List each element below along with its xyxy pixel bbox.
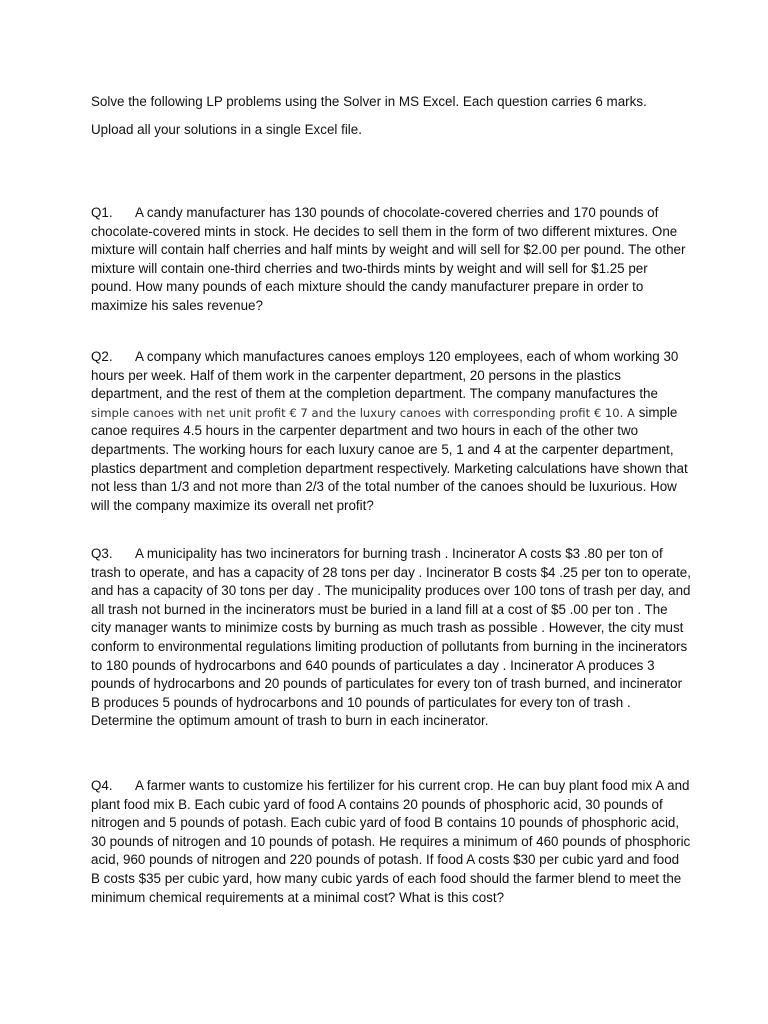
instruction-line-2: Upload all your solutions in a single Excel file. (91, 122, 362, 137)
question-1 (91, 204, 691, 316)
question-2-text-part1: A company which manufactures canoes employs 120 employees, each of whom working 30 hours per week. Half of them work in the carpenter department, 20 persons in the plastics department, and the rest of them at the completion department. The company manufactures the (91, 349, 679, 402)
question-4 (91, 777, 691, 907)
instruction-line-1: Solve the following LP problems using the Solver in MS Excel. Each question carries 6 marks. (91, 94, 647, 109)
question-1-label: Q1. (91, 205, 113, 220)
question-2-text-part2: simple canoes with net unit profit € 7 and the luxury canoes with corresponding profit € 10. A (91, 405, 635, 420)
question-2 (91, 348, 691, 515)
question-2-label: Q2. (91, 349, 113, 364)
question-4-text: A farmer wants to customize his fertilizer for his current crop. He can buy plant food mix A and plant food mix B. Each cubic yard of food A contains 20 pounds of phosphoric acid, 30 pounds of nitrogen and 5 pounds of potash. Each cubic yard of food B contains 10 pounds of phosphoric acid, 30 pounds of nitrogen and 10 pounds of potash. He requires a minimum of 460 pounds of phosphoric acid, 960 pounds of nitrogen and 220 pounds of potash. If food A costs $30 per cubic yard and food B costs $35 per cubic yard, how many cubic yards of each food should the farmer blend to meet the minimum chemical requirements at a minimal cost? What is this cost? (91, 778, 691, 905)
question-3-text: A municipality has two incinerators for burning trash . Incinerator A costs $3 .80 per ton of trash to operate, and has a capacity of 28 tons per day . Incinerator B costs $4 .25 per ton to operate, and has a capacity of 30 tons per day . The municipality produces over 100 tons of trash per day, and all trash not burned in the incinerators must be buried in a land fill at a cost of $5 .00 per ton . The city manager wants to minimize costs by burning as much trash as possible . However, the city must conform to environmental regulations limiting production of pollutants from burning in the incinerators to 180 pounds of hydrocarbons and 640 pounds of particulates a day . Incinerator A produces 3 pounds of hydrocarbons and 20 pounds of particulates for every ton of trash burned, and incinerator B produces 5 pounds of hydrocarbons and 10 pounds of particulates for every ton of trash . Determine the optimum amount of trash to burn in each incinerator. (91, 546, 691, 729)
question-3-label: Q3. (91, 546, 113, 561)
question-4-label: Q4. (91, 778, 113, 793)
question-1-text: A candy manufacturer has 130 pounds of chocolate-covered cherries and 170 pounds of chocolate-covered mints in stock. He decides to sell them in the form of two different mixtures. One mixture will contain half cherries and half mints by weight and will sell for $2.00 per pound. The other mixture will contain one-third cherries and two-thirds mints by weight and will sell for $1.25 per pound. How many pounds of each mixture should the candy manufacturer prepare in order to maximize his sales revenue? (91, 205, 686, 313)
question-2-text-part3: simple canoe requires 4.5 hours in the carpenter department and two hours in each of the other two departments. The working hours for each luxury canoe are 5, 1 and 4 at the carpenter department, plastics department and completion department respectively. Marketing calculations have shown that not less than 1/3 and not more than 2/3 of the total number of the canoes should be luxurious. How will the company maximize its overall net profit? (91, 404, 688, 513)
question-3 (91, 545, 691, 731)
